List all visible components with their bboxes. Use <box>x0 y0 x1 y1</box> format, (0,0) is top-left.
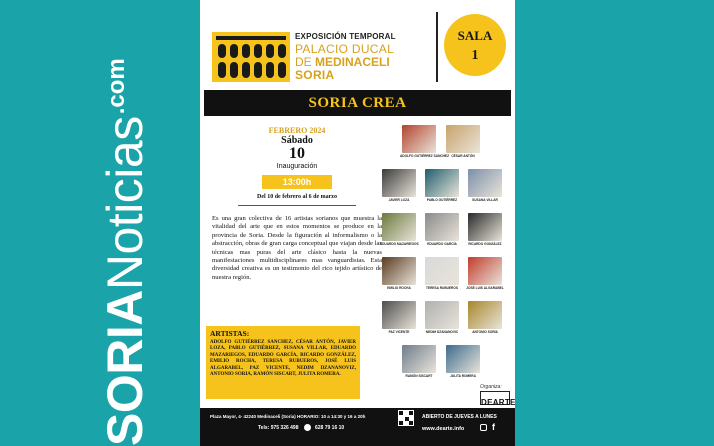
event-time-badge: 13:00h <box>262 175 332 189</box>
artwork-card <box>400 345 438 379</box>
sala-label: SALA <box>457 28 493 43</box>
artwork-caption: NEDIM DZANANOVIC <box>425 330 459 334</box>
site-logo-domain: .com <box>103 58 130 115</box>
artwork-card <box>380 213 418 247</box>
date-range-underline <box>238 205 356 206</box>
sala-number: 1 <box>471 48 479 63</box>
artwork-card <box>423 213 461 247</box>
artwork-thumbnail <box>382 301 416 329</box>
artwork-thumbnail <box>446 125 480 153</box>
artwork-caption: SUSANA VILLAR <box>472 198 498 202</box>
footer-phone: Tels: 975 326 498 <box>258 425 299 431</box>
footer-website: www.dearte.info <box>422 426 465 432</box>
artwork-card <box>466 169 504 203</box>
site-logo <box>97 58 153 446</box>
instagram-icon <box>480 424 487 431</box>
artwork-caption: PAZ VICENTE <box>388 330 410 334</box>
event-kind: Inauguración <box>276 163 318 170</box>
event-day-number: 10 <box>289 145 305 162</box>
artwork-caption: JAVIER LOZA <box>388 198 410 202</box>
poster-footer <box>200 408 515 446</box>
artwork-thumbnail <box>425 169 459 197</box>
exhibition-description: Es una gran colectiva de 16 artistas sorianos que muestra la vitalidad del arte que en estos momentos se produce en la provincia de Soria. Desde la figuración al informalismo o la abstracción, obras de gran carga conceptual que viajan desde las técnicas mas puras del arte clásico hasta la nuevas manifestaciones multidisciplinares mas vanguardistas. Esta diversidad creativa es un testimonio del rico tejido artístico de nuestra región. <box>212 215 382 281</box>
sala-badge <box>444 14 506 76</box>
venue-line-3: SORIA <box>295 68 335 82</box>
organizer-logo-text: DEARTE <box>481 398 516 407</box>
artwork-thumbnail <box>468 257 502 285</box>
artwork-card <box>444 125 482 159</box>
artwork-caption: EDUARDO GARCÍA <box>427 242 457 246</box>
artists-names: ADOLFO GUTIÉRREZ SANCHEZ, CÉSAR ANTÓN, JAVIER LOZA, PABLO GUTIÉRREZ, SUSANA VILLAR, EDUARDO MAZARIEGOS, EDUARDO GARCÍA, RICARDO GONZÁLEZ, EMILIO ROCHA, TERESA RUBUEROS, JOSÉ LUIS ALGARABEL, PAZ VICENTE, NEDIM DZANANOVIZ, ANTONIO SORIA, RAMÓN SISCART, JULITA ROMERA. <box>210 340 356 378</box>
event-month: FEBRERO 2024 <box>268 126 326 135</box>
exhibition-title-bar <box>204 90 511 116</box>
left-teal-band <box>0 0 200 446</box>
artwork-card <box>400 125 450 159</box>
footer-address: Plaza Mayor, 4- 42240 Medinaceli (Soria) HORARIO: 10 a 14:30 y 16 a 20h <box>210 414 366 419</box>
exhibition-title: SORIA CREA <box>308 95 407 111</box>
artwork-caption: RAMÓN SISCART <box>405 374 433 378</box>
artwork-thumbnail <box>425 213 459 241</box>
site-logo-bold: SORIA <box>97 290 153 446</box>
artwork-card <box>380 301 418 335</box>
artwork-card <box>423 257 461 291</box>
poster-header <box>200 0 515 88</box>
artwork-card <box>466 257 504 291</box>
event-date-range: Del 10 de febrero al 6 de marzo <box>257 194 337 200</box>
artwork-card <box>466 213 504 247</box>
artwork-caption: ANTONIO SORIA <box>472 330 498 334</box>
artwork-caption: EDUARDO MAZARIEGOS <box>380 242 419 246</box>
artwork-caption: ADOLFO GUTIÉRREZ SANCHEZ <box>400 154 450 158</box>
artwork-thumbnail <box>425 257 459 285</box>
artwork-caption: JULITA ROMERA <box>450 374 476 378</box>
artwork-caption: RICARDO GONZÁLEZ <box>468 242 502 246</box>
exhibition-poster <box>200 0 515 446</box>
artwork-thumbnail <box>425 301 459 329</box>
artwork-card <box>380 169 418 203</box>
artwork-card <box>423 169 461 203</box>
artwork-thumbnail <box>382 257 416 285</box>
artwork-thumbnail <box>446 345 480 373</box>
artwork-card <box>444 345 482 379</box>
artwork-caption: CÉSAR ANTÓN <box>451 154 475 158</box>
footer-whatsapp: 628 79 16 10 <box>315 425 345 431</box>
right-teal-band <box>515 0 714 446</box>
artwork-card <box>466 301 504 335</box>
artwork-thumbnail <box>402 345 436 373</box>
palace-logo-icon <box>212 32 290 82</box>
artwork-card <box>380 257 418 291</box>
footer-opening-days: ABIERTO DE JUEVES A LUNES <box>422 414 497 420</box>
artists-label: ARTISTAS: <box>210 329 250 338</box>
artwork-caption: JOSÉ LUIS ALGARABEL <box>466 286 504 290</box>
venue-line-2-bold: MEDINACELI <box>315 55 390 69</box>
header-divider <box>436 12 438 82</box>
artwork-caption: EMILIO ROCHA <box>387 286 411 290</box>
artwork-caption: PABLO GUTIÉRREZ <box>426 198 458 202</box>
whatsapp-icon <box>304 424 311 431</box>
artwork-thumbnail <box>402 125 436 153</box>
qr-code-icon <box>398 410 414 426</box>
artwork-grid <box>378 125 513 395</box>
venue-line-2-prefix: DE <box>295 55 316 69</box>
organizer-label: Organiza: <box>480 384 502 390</box>
artwork-thumbnail <box>468 169 502 197</box>
facebook-icon: f <box>492 422 495 432</box>
artwork-thumbnail <box>382 213 416 241</box>
organizer-logo <box>480 391 516 407</box>
artwork-thumbnail <box>382 169 416 197</box>
artwork-thumbnail <box>468 213 502 241</box>
artists-box <box>206 326 360 399</box>
venue-line-1: PALACIO DUCAL <box>295 42 395 56</box>
venue-line-2 <box>295 55 390 69</box>
artwork-card <box>423 301 461 335</box>
artwork-thumbnail <box>468 301 502 329</box>
event-weekday: Sábado <box>281 135 313 146</box>
site-logo-light: Noticias <box>97 116 153 291</box>
pre-title: EXPOSICIÓN TEMPORAL <box>295 32 396 41</box>
artwork-caption: TERESA RUBUEROS <box>426 286 458 290</box>
